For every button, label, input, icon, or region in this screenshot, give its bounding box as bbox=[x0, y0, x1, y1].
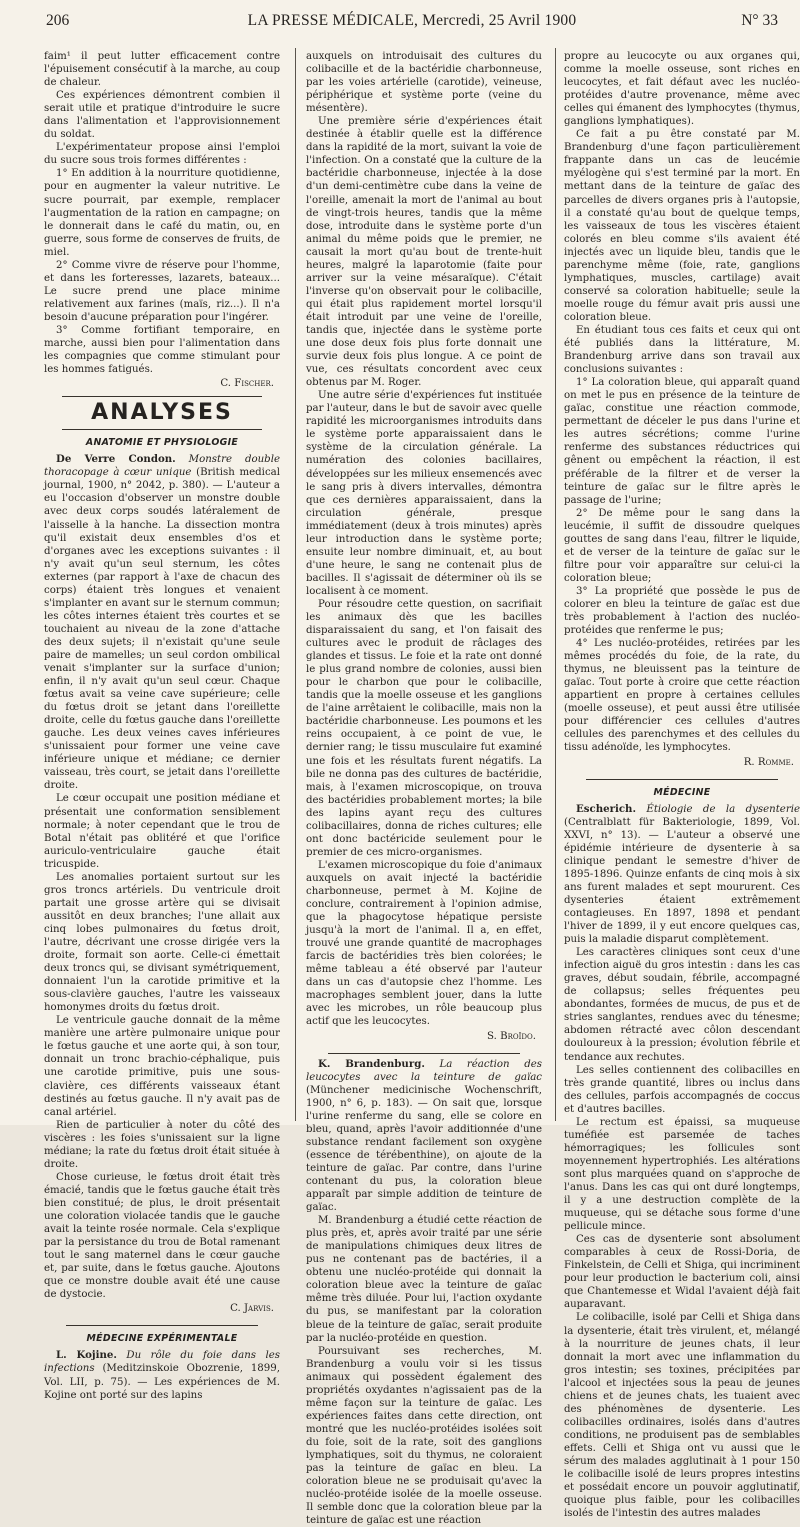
article-text: L'auteur a eu l'occasion d'observer un monstre double avec deux corps soudés latéralement de l'aisselle à la hanche. La dissection montra qu'il existait deux ensembles d'os et d'organes avec les exceptions suivantes : il n'y avait qu'un seul sternum, les côtes externes (par rapport à l'axe de chacun des corps) étaient très longues et venaient s'implanter en avant sur le sternum commun; les côtes internes étaient très courtes et se touchaient au niveau de la zone d'attache des deux sujets; il n'existait qu'une seule paire de mamelles; un seul cordon ombilical venait s'implanter sur la surface d'union; enfin, il n'y avait qu'un seul cœur. Chaque fœtus avait sa veine cave supérieure; celle du fœtus droit se jetant dans l'oreillette droite, celle du fœtus gauche dans l'oreillette gauche. Les deux veines caves inférieures s'unissaient pour former une veine cave inférieure unique et médiane; ce dernier vaisseau, très court, se jetait dans l'oreillette droite. bbox=[44, 480, 280, 792]
article-reference: (Meditzinskoie Obozrenie, 1899, Vol. LII, p. 75). — bbox=[44, 1363, 280, 1388]
paragraph: auxquels on introduisait des cultures du colibacille et de la bactéridie charbonneuse, par les voies artérielle (carotide), veineuse, périphérique et système porte (veine du mésentère). bbox=[306, 51, 542, 115]
article-author: De Verre Condon. bbox=[56, 453, 176, 466]
article-lead bbox=[564, 803, 800, 947]
paragraph: En étudiant tous ces faits et ceux qui ont été publiés dans la littérature, M. Brandenburg arrive dans son travail aux conclusions suivantes : bbox=[564, 324, 800, 376]
paragraph: L'expérimentateur propose ainsi l'emploi du sucre sous trois formes différentes : bbox=[44, 142, 280, 167]
paragraph: Une première série d'expériences était destinée à établir quelle est la différence dans la rapidité de la mort, suivant la voie de l'infection. On a constaté que la culture de la bactéridie charbonneuse, injectée à la dose d'un demi-centimètre cube dans la veine de l'oreille, amenait la mort de l'animal au bout de vingt-trois heures, tandis que la même dose, introduite dans le système porte d'un animal du même poids que le premier, ne causait la mort qu'au bout de trente-huit heures, malgré la laparotomie (faite pour arriver sur la veine mésaraïque). C'était l'inverse qu'on observait pour le colibacille, qui était plus rapidement mortel lorsqu'il était introduit par une veine de l'oreille, tandis que, injectée dans le système porte une dose deux fois plus forte donnait une survie deux fois plus longue. A ce point de vue, ces résultats concordent avec ceux obtenus par M. Roger. bbox=[306, 116, 542, 389]
article-lead bbox=[306, 1058, 542, 1215]
article-author: L. Kojine. bbox=[56, 1349, 117, 1362]
paragraph: Pour résoudre cette question, on sacrifiait les animaux dès que les bacilles disparaissaient du sang, et l'on faisait des cultures avec le produit de râclages des glandes et tissus. Le foie et la rate ont donné le plus grand nombre de colonies, aussi bien pour le charbon que pour le colibacille, tandis que la moelle osseuse et les ganglions de l'aine arrêtaient le colibacille, mais non la bactéridie charbonneuse. Les poumons et les reins occupaient, à ce point de vue, le dernier rang; le tissu musculaire fut examiné une fois et les résultats furent négatifs. La bile ne donna pas des cultures de bactéridie, mais, à l'examen microscopique, on trouva des bactéridies probablement mortes; la bile des lapins ayant reçu des cultures colibacillaires, donna de riches cultures; elle ont donc bactéricide seulement pour le premier de ces micro-organismes. bbox=[306, 598, 542, 858]
paragraph: 4° Les nucléo-protéides, retirées par les mêmes procédés du foie, de la rate, du thymus, ne bleuissent pas la teinture de gaïac. Tout porte à croire que cette réaction appartient en propre à certaines cellules (moelle osseuse), et peut aussi être utilisée pour différencier ces cellules d'autres cellules des parenchymes et des cellules du tissu adénoïde, les lymphocytes. bbox=[564, 638, 800, 754]
column-divider bbox=[555, 48, 556, 1121]
paragraph: M. Brandenburg a étudié cette réaction de plus près, et, après avoir traité par une série de manipulations chimiques deux litres de pus ne contenant pas de bactéries, il a obtenu une nucléo-protéide qui donnait la coloration bleue avec la teinture de gaïac même très diluée. Pour lui, l'action oxydante du pus, se manifestant par la coloration bleue de la teinture de gaïac, serait produite par la nucléo-protéide en question. bbox=[306, 1215, 542, 1344]
author-signature: C. Jarvis. bbox=[230, 1303, 274, 1315]
paragraph: L'examen microscopique du foie d'animaux auxquels on avait injecté la bactéridie charbonneuse, permet à M. Kojine de conclure, contrairement à l'opinion admise, que la phagocytose hépatique persiste jusqu'à la mort de l'animal. Il a, en effet, trouvé une grande quantité de macrophages farcis de bactéridies très bien colorées; le même tableau a été observé par l'auteur dans un cas d'autopsie chez l'homme. Les macrophages semblent jouer, dans la lutte avec les microbes, un rôle beaucoup plus actif que les leucocytes. bbox=[306, 859, 542, 1028]
paragraph: Les anomalies portaient surtout sur les gros troncs artériels. Du ventricule droit partait une grosse artère qui se divisait aussitôt en deux branches; l'une allait aux cinq lobes pulmonaires du fœtus droit, l'autre, décrivant une crosse dirigée vers la droite, formait son aorte. Celle-ci émettait deux troncs qui, se divisant symétriquement, donnaient l'un la carotide primitive et la sous-clavière gauches, l'autre les vaisseaux homonymes droits du fœtus droit. bbox=[44, 871, 280, 1014]
article-reference: (Münchener medicinische Wochenschrift, 1900, n° 6, p. 183). — bbox=[306, 1084, 542, 1109]
page-number: 206 bbox=[46, 12, 70, 29]
article-title: Du rôle du foie dans les infections bbox=[44, 1350, 280, 1375]
section-title: ANALYSES bbox=[62, 396, 262, 430]
column-left bbox=[44, 50, 280, 1401]
paragraph: 3° Comme fortifiant temporaire, en marche, aussi bien pour l'alimentation dans les compagnies que comme stimulant pour les hommes fatigués. bbox=[44, 324, 280, 376]
paragraph: Ces cas de dysenterie sont absolument comparables à ceux de Rossi-Doria, de Finkelstein, de Celli et Shiga, qui incriminent pour leur production le bacterium coli, ainsi que Chantemesse et Widal l'avaient déjà fait auparavant. bbox=[564, 1234, 800, 1311]
author-signature: R. Romme. bbox=[743, 756, 794, 768]
article-text: On sait que, lorsque l'urine renferme du sang, elle se colore en bleu, quand, après l'avoir additionnée d'une substance rendant facilement son oxygène (essence de térébenthine), on ajoute de la teinture de gaïac. Par contre, dans l'urine contenant du pus, la coloration bleue apparaît par simple addition de teinture de gaïac. bbox=[306, 1097, 542, 1214]
page-header bbox=[46, 14, 778, 34]
column-right bbox=[564, 50, 800, 1520]
subsection-heading: ANATOMIE ET PHYSIOLOGIE bbox=[85, 437, 239, 449]
paragraph: 1° La coloration bleue, qui apparaît quand on met le pus en présence de la teinture de gaïac, constitue une réaction commode, permettant de déceler le pus dans l'urine et les autres sécrétions; comme l'urine renferme des substances réductrices qui gênent ou empêchent la réaction, il est préférable de la filtrer et de verser la teinture de gaïac sur le filtre après le passage de l'urine; bbox=[564, 377, 800, 506]
paragraph: Le ventricule gauche donnait de la même manière une artère pulmonaire unique pour le fœtus gauche et une aorte qui, à son tour, donnait un tronc brachio-céphalique, puis une carotide primitive, puis une sous-clavière, ces différents vaisseaux étant destinés au fœtus gauche. Il n'y avait pas de canal artériel. bbox=[44, 1015, 280, 1118]
article-title: Étiologie de la dysenterie bbox=[646, 803, 800, 815]
paragraph: Une autre série d'expériences fut instituée par l'auteur, dans le but de savoir avec quelle rapidité les microorganismes introduits dans le système porte apparaissaient dans le système de la circulation générale. La numération des colonies bacillaires, développées sur les milieux ensemencés avec le sang pris à divers intervalles, démontra que ces dernières apparaissaient, dans la circulation générale, presque immédiatement (deux à trois minutes) après leur introduction dans le système porte; ensuite leur nombre diminuait, et, au bout d'une heure, le sang ne contenait plus de bacilles. Il s'agissait de déterminer où ils se localisent à ce moment. bbox=[306, 390, 542, 597]
column-divider bbox=[295, 48, 296, 1121]
paragraph: propre au leucocyte ou aux organes qui, comme la moelle osseuse, sont riches en leucocytes, et fait défaut avec les nucléo-protéides d'autre provenance, même avec celles qui émanent des lymphocytes (thymus, ganglions lymphatiques). bbox=[564, 51, 800, 128]
paragraph: Le colibacille, isolé par Celli et Shiga dans la dysenterie, était très virulent, et, mélangé à la nourriture de jeunes chats, il leur donnait la mort avec une inflammation du gros intestin; ses toxines, précipitées par l'alcool et injectées sous la peau de jeunes chiens et de jeunes chats, les tuaient avec des phénomènes de dysenterie. Les colibacilles ordinaires, isolés dans d'autres conditions, ne produisent pas de semblables effets. Celli et Shiga ont vu aussi que le sérum des malades agglutinait à 1 pour 150 le colibacille isolé de leurs propres intestins et possédait encore un pouvoir agglutinatif, quoique plus faible, pour les colibacilles isolés de l'intestin des autres malades bbox=[564, 1312, 800, 1520]
author-signature: C. Fischer. bbox=[220, 378, 274, 390]
article-author: K. Brandenburg. bbox=[318, 1057, 425, 1070]
article-reference: (Centralblatt für Bakteriologie, 1899, Vol. XXVI, n° 13). — bbox=[564, 816, 800, 841]
paragraph: 2° Comme vivre de réserve pour l'homme, et dans les forteresses, lazarets, bateaux... Le sucre prend une place minime relativement aux farines (maïs, riz...). Il n'a besoin d'aucune préparation pour l'ingérer. bbox=[44, 259, 280, 323]
paragraph: Les caractères cliniques sont ceux d'une infection aiguë du gros intestin : dans les cas graves, début soudain, fébrile, accompagné de collapsus; selles fréquentes peu abondantes, formées de mucus, de pus et de stries sanglantes, rendues avec du ténesme; abdomen rétracté avec côlon descendant douloureux à la pression; évolution fébrile et tendance aux rechutes. bbox=[564, 947, 800, 1063]
issue-number: N° 33 bbox=[741, 12, 778, 29]
article-text: L'auteur a observé une épidémie intérieure de dysenterie à sa clinique pendant le semestre d'hiver de 1895-1896. Quinze enfants de cinq mois à six ans furent malades et sept moururent. Ces dysenteries étaient extrêmement contagieuses. En 1897, 1898 et pendant l'hiver de 1899, il y eut encore quelques cas, puis la maladie disparut complètement. bbox=[564, 829, 800, 946]
paragraph: Le rectum est épaissi, sa muqueuse tuméfiée est parsemée de taches hémorragiques; les follicules sont moyennement hypertrophiés. Les altérations sont plus marquées quand on s'approche de l'anus. Dans les cas qui ont duré longtemps, il y a une destruction complète de la muqueuse, qui se détache sous forme d'une pellicule mince. bbox=[564, 1116, 800, 1233]
subsection-heading: MÉDECINE bbox=[653, 786, 711, 798]
paragraph: 1° En addition à la nourriture quotidienne, pour en augmenter la valeur nutritive. Le sucre pourrait, par exemple, remplacer l'augmentation de la ration en campagne; on le donnerait dans le café du matin, ou, en guerre, sous forme de conserves de fruits, de miel. bbox=[44, 168, 280, 258]
paragraph: Rien de particulier à noter du côté des viscères : les foies s'unissaient sur la ligne médiane; la rate du fœtus droit était située à droite. bbox=[44, 1119, 280, 1170]
paragraph: Chose curieuse, le fœtus droit était très émacié, tandis que le fœtus gauche était très bien constitué; de plus, le droit présentait une coloration violacée tandis que le gauche avait la teinte rosée normale. Cela s'explique par la persistance du trou de Botal ramenant tout le sang maternel dans le cœur gauche et, par suite, dans le fœtus gauche. Ajoutons que ce monstre double avait été une cause de dystocie. bbox=[44, 1171, 280, 1301]
article-author: Escherich. bbox=[576, 802, 636, 815]
paragraph: faim¹ il peut lutter efficacement contre l'épuisement consécutif à la marche, au coup de chaleur. bbox=[44, 51, 280, 89]
paragraph: Ce fait a pu être constaté par M. Brandenburg d'une façon particulièrement frappante dans un cas de leucémie myélogène qui s'est terminé par la mort. En mettant dans de la teinture de gaïac des parcelles de divers organes pris à l'autopsie, il a constaté qu'au bout de quelque temps, les vaisseaux de tous les viscères étaient colorés en bleu comme s'ils avaient été injectés avec un liquide bleu, tandis que le parenchyme même (foie, rate, ganglions lymphatiques, muscles, cartilage) avait conservé sa coloration habituelle; seule la moelle rouge du fémur avait pris aussi une coloration bleue. bbox=[564, 129, 800, 323]
article-title: Monstre double thoracopage à cœur unique bbox=[44, 454, 280, 479]
article-reference: (British medical journal, 1900, n° 2042, p. 380). — bbox=[44, 467, 280, 492]
article-lead bbox=[44, 453, 280, 792]
paragraph: 3° La propriété que possède le pus de colorer en bleu la teinture de gaïac est due très probablement à l'action des nucléo-protéides que renferme le pus; bbox=[564, 585, 800, 637]
article-lead bbox=[44, 1349, 280, 1401]
separator bbox=[586, 779, 778, 780]
article-title: La réaction des leucocytes avec la teinture de gaïac bbox=[306, 1058, 542, 1083]
paragraph: 2° De même pour le sang dans la leucémie, il suffit de dissoudre quelques gouttes de sang dans l'eau, filtrer le liquide, et de verser de la teinture de gaïac sur le filtre pour voir apparaître sur celui-ci la coloration bleue; bbox=[564, 507, 800, 584]
author-signature: S. Broïdo. bbox=[487, 1030, 536, 1042]
subsection-heading: MÉDECINE EXPÉRIMENTALE bbox=[86, 1333, 238, 1345]
separator bbox=[66, 1325, 258, 1326]
paragraph: Les selles contiennent des colibacilles en très grande quantité, libres ou inclus dans des cellules, parfois accompagnés de coccus et d'autres bacilles. bbox=[564, 1064, 800, 1115]
separator bbox=[328, 1053, 520, 1054]
paragraph: Poursuivant ses recherches, M. Brandenburg a voulu voir si les tissus animaux qui possèdent également des propriétés oxydantes n'agissaient pas de la même façon sur la teinture de gaïac. Les expériences faites dans cette direction, ont montré que les nucléo-protéides isolées soit du foie, soit de la rate, soit des ganglions lymphatiques, soit du thymus, ne coloraient pas la teinture de gaïac en bleu. La coloration bleue ne se produisait qu'avec la nucléo-protéide isolée de la moelle osseuse. Il semble donc que la coloration bleue par la teinture de gaïac est une réaction bbox=[306, 1345, 542, 1527]
paragraph: Ces expériences démontrent combien il serait utile et pratique d'introduire le sucre dans l'alimentation et l'approvisionnement du soldat. bbox=[44, 90, 280, 141]
paragraph: Le cœur occupait une position médiane et présentait une conformation sensiblement normale; à noter cependant que le trou de Botal n'était pas oblitéré et que l'orifice auriculo-ventriculaire gauche était tricuspide. bbox=[44, 793, 280, 870]
article-text: Les expériences de M. Kojine ont porté sur des lapins bbox=[44, 1376, 280, 1401]
masthead-title: LA PRESSE MÉDICALE, Mercredi, 25 Avril 1900 bbox=[247, 12, 577, 29]
column-middle bbox=[306, 50, 542, 1527]
